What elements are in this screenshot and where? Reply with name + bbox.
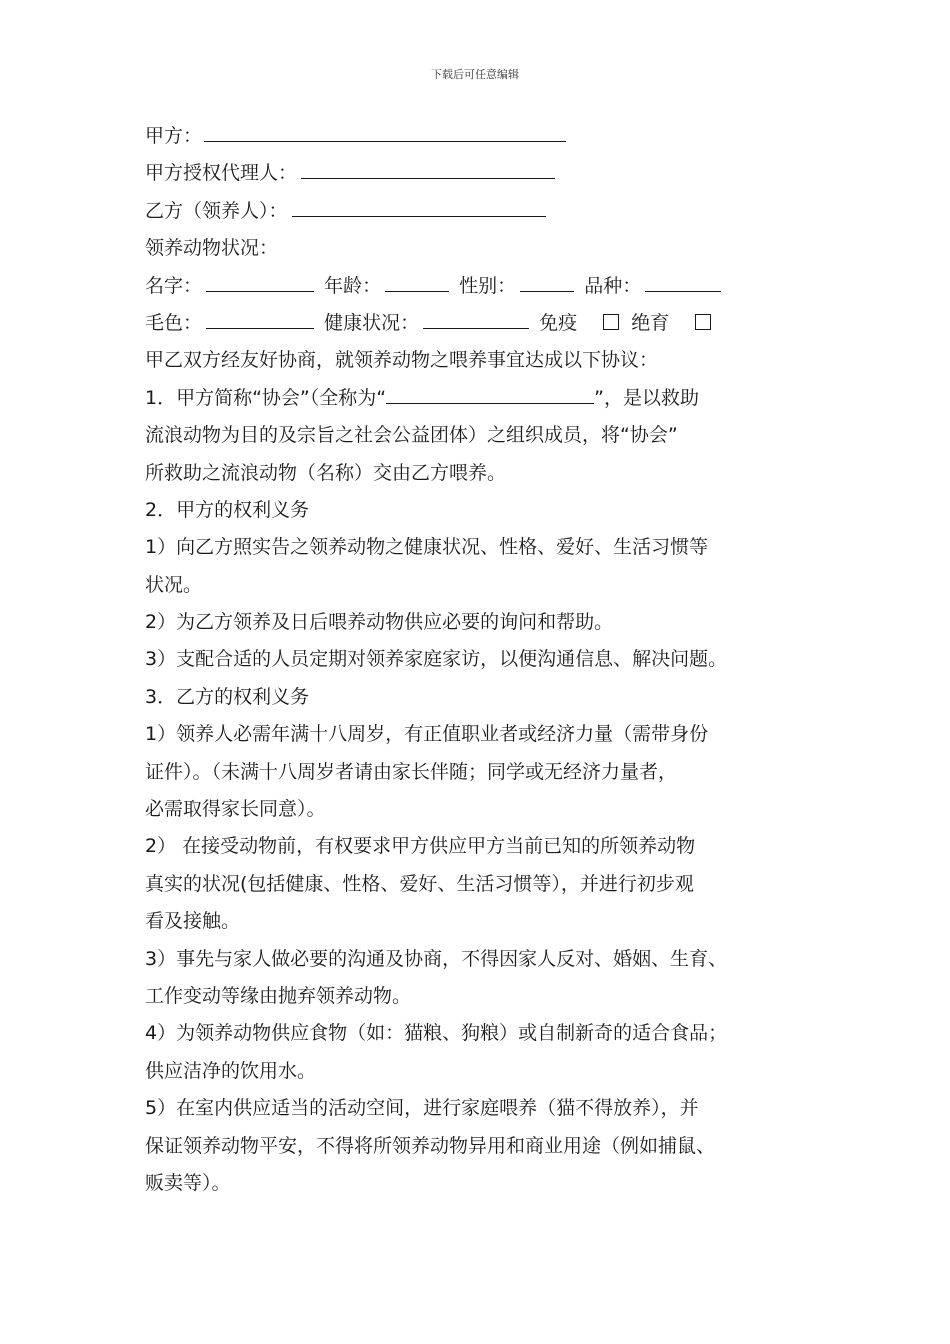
clause-3-5-line-1: 5）在室内供应适当的活动空间，进行家庭喂养（猫不得放养），并 — [145, 1097, 699, 1120]
health-field[interactable] — [423, 306, 529, 329]
clause-1-prefix: 1．甲方简称“协会”（全称为“ — [145, 386, 387, 409]
contract-body — [145, 118, 835, 1202]
neuter-label: 绝育 — [631, 311, 670, 334]
clause-3-1-line-2: 证件）。（未满十八周岁者请由家长伴随；同学或无经济力量者， — [145, 760, 678, 783]
fur-field[interactable] — [206, 306, 314, 329]
party-b-label: 乙方（领养人）： — [145, 199, 288, 222]
clause-1-suffix: ”，是以救助 — [594, 386, 699, 409]
clause-3-4-line-2: 供应洁净的饮用水。 — [145, 1059, 317, 1082]
clause-3-1-line-3: 必需取得家长同意）。 — [145, 798, 326, 821]
page-header: 下载后可任意编辑 — [431, 68, 519, 81]
clause-1-line-3: 所救助之流浪动物（名称）交由乙方喂养。 — [145, 461, 507, 484]
party-a-line — [145, 118, 835, 155]
intro-paragraph: 甲乙双方经友好协商，就领养动物之喂养事宜达成以下协议： — [145, 349, 659, 372]
age-field[interactable] — [385, 269, 449, 292]
full-name-field[interactable] — [386, 381, 594, 404]
health-label: 健康状况： — [324, 311, 420, 334]
clause-2-2: 2）为乙方领养及日后喂养动物供应必要的询问和帮助。 — [145, 611, 614, 634]
breed-label: 品种： — [584, 274, 642, 297]
clause-3-heading: 3．乙方的权利义务 — [145, 685, 310, 708]
breed-field[interactable] — [645, 269, 721, 292]
clause-2-1-line-1: 1）向乙方照实告之领养动物之健康状况、性格、爱好、生活习惯等 — [145, 536, 709, 559]
animal-info-line-2 — [145, 305, 835, 342]
vaccine-label: 免疫 — [539, 311, 578, 334]
gender-label: 性别： — [459, 274, 517, 297]
party-b-line — [145, 193, 835, 230]
clause-2-3: 3）支配合适的人员定期对领养家庭家访，以便沟通信息、解决问题。 — [145, 648, 728, 671]
clause-3-1-line-1: 1）领养人必需年满十八周岁，有正值职业者或经济力量（需带身份 — [145, 723, 709, 746]
clause-3-2-line-3: 看及接触。 — [145, 910, 241, 933]
clause-1-line-1 — [145, 380, 835, 417]
party-a-field[interactable] — [204, 119, 566, 142]
agent-label: 甲方授权代理人： — [145, 162, 298, 185]
clause-2-1-line-2: 状况。 — [145, 573, 203, 596]
neuter-checkbox[interactable] — [695, 314, 711, 330]
agent-field[interactable] — [301, 156, 555, 179]
clause-3-5-line-3: 贩卖等）。 — [145, 1171, 231, 1194]
clause-3-5-line-2: 保证领养动物平安，不得将所领养动物异用和商业用途（例如捕鼠、 — [145, 1134, 716, 1157]
party-a-label: 甲方： — [145, 125, 203, 147]
clause-1-line-2: 流浪动物为目的及宗旨之社会公益团体）之组织成员，将“协会” — [145, 424, 678, 447]
agent-line — [145, 155, 835, 192]
clause-2-heading: 2．甲方的权利义务 — [145, 498, 310, 521]
gender-field[interactable] — [520, 269, 574, 292]
clause-3-3-line-1: 3）事先与家人做必要的沟通及协商，不得因家人反对、婚姻、生育、 — [145, 947, 728, 970]
fur-label: 毛色： — [145, 311, 203, 334]
name-label: 名字： — [145, 274, 203, 297]
animal-info-line-1 — [145, 268, 835, 305]
clause-3-2-line-1: 2） 在接受动物前，有权要求甲方供应甲方当前已知的所领养动物 — [145, 835, 696, 858]
clause-3-2-line-2: 真实的状况(包括健康、性格、爱好、生活习惯等），并进行初步观 — [145, 872, 694, 895]
clause-3-3-line-2: 工作变动等缘由抛弃领养动物。 — [145, 984, 412, 1007]
clause-3-4-line-1: 4）为领养动物供应食物（如：猫粮、狗粮）或自制新奇的适合食品； — [145, 1022, 728, 1045]
party-b-field[interactable] — [292, 194, 546, 217]
name-field[interactable] — [206, 269, 314, 292]
age-label: 年龄： — [324, 274, 382, 297]
animal-status-heading: 领养动物状况： — [145, 237, 279, 260]
vaccine-checkbox[interactable] — [603, 314, 619, 330]
